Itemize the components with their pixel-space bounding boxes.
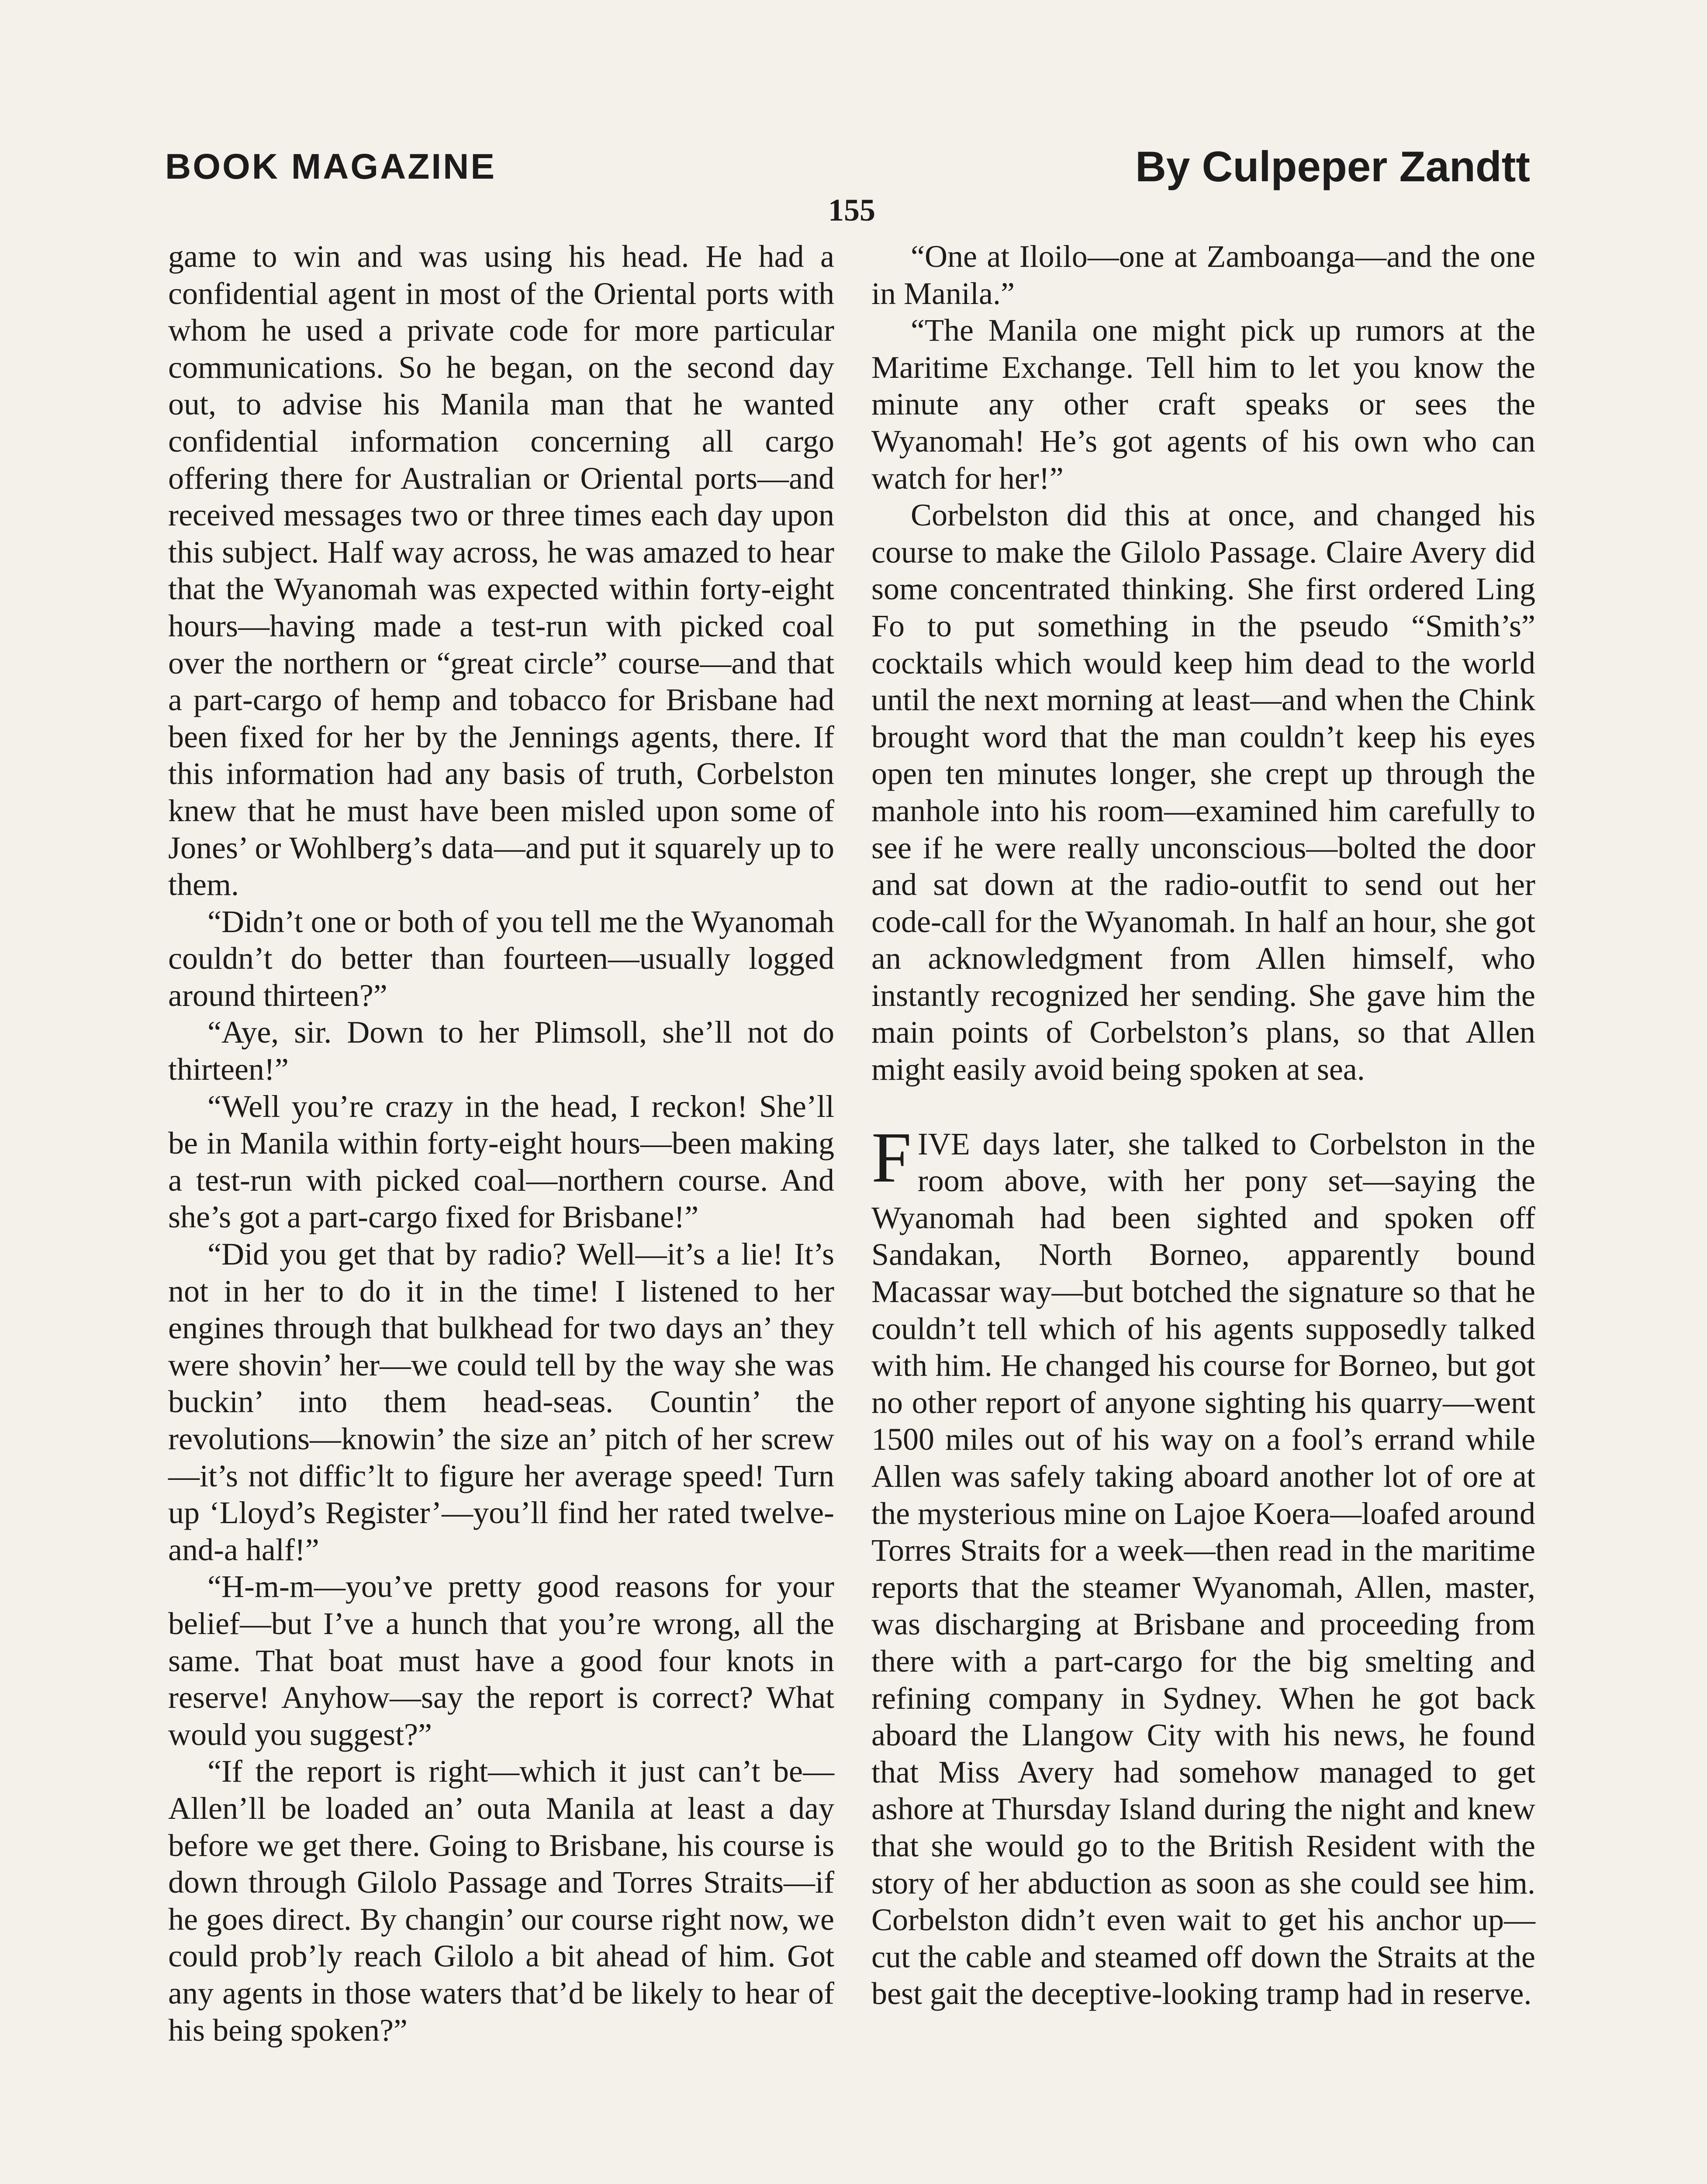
paragraph: “Did you get that by radio? Well—it’s a lie! It’s not in her to do it in the time! I listened to her engines through that bulkhead for two days an’ they were shovin’ her—we could tell by the way she was buckin’ into them head-seas. Countin’ the revolutions—knowin’ the size an’ pitch of her screw—it’s not diffic’lt to figure her average speed! Turn up ‘Lloyd’s Register’—you’ll find her rated twelve-and-a half!”	[168, 1237, 834, 1567]
paragraph: game to win and was using his head. He had a confidential agent in most of the Oriental ports with whom he used a private code for more particular communications. So he began, on the second day out, to advise his Manila man that he wanted confidential information concerning all cargo offering there for Australian or Oriental ports—and received messages two or three times each day upon this subject. Half way across, he was amazed to hear that the Wyanomah was expected within forty-eight hours—having made a test-run with picked coal over the northern or “great circle” course—and that a part-cargo of hemp and tobacco for Brisbane had been fixed for her by the Jennings agents, there. If this information had any basis of truth, Corbelston knew that he must have been misled upon some of Jones’ or Wohlberg’s data—and put it squarely up to them.	[168, 239, 834, 902]
page-number: 155	[828, 193, 875, 228]
paragraph: Corbelston did this at once, and changed his course to make the Gilolo Passage. Claire Avery did some concentrated thinking. She first ordered Ling Fo to put something in the pseudo “Smith’s” cocktails which would keep him dead to the world until the next morning at least—and when the Chink brought word that the man couldn’t keep his eyes open ten minutes longer, she crept up through the manhole into his room—examined him carefully to see if he were really unconscious—bolted the door and sat down at the radio-outfit to send out her code-call for the Wyanomah. In half an hour, she got an acknowledgment from Allen himself, who instantly recognized her sending. She gave him the main points of Corbelston’s plans, so that Allen might easily avoid being spoken at sea.	[871, 498, 1535, 1087]
running-header-right: By Culpeper Zandtt	[1135, 142, 1530, 190]
paragraph: “Well you’re crazy in the head, I reckon! She’ll be in Manila within forty-eight hours—been making a test-run with picked coal—northern course. And she’s got a part-cargo fixed for Brisbane!”	[168, 1089, 834, 1235]
paragraph: “One at Iloilo—one at Zamboanga—and the one in Manila.”	[871, 239, 1535, 311]
paragraph: “Didn’t one or both of you tell me the Wyanomah couldn’t do better than fourteen—usually logged around thirteen?”	[168, 904, 834, 1013]
paragraph: “If the report is right—which it just can’t be—Allen’ll be loaded an’ outa Manila at least a day before we get there. Going to Brisbane, his course is down through Gilolo Passage and Torres Straits—if he goes direct. By changin’ our course right now, we could prob’ly reach Gilolo a bit ahead of him. Got any agents in those waters that’d be likely to hear of his being spoken?”	[168, 1754, 834, 2048]
right-column	[871, 238, 1535, 2012]
left-column	[168, 238, 834, 2049]
running-header-left: BOOK MAGAZINE	[165, 147, 497, 187]
section-paragraph	[871, 1117, 1535, 2012]
paragraph: “The Manila one might pick up rumors at the Maritime Exchange. Tell him to let you know the minute any other craft speaks or sees the Wyanomah! He’s got agents of his own who can watch for her!”	[871, 313, 1535, 496]
paragraph: “H-m-m—you’ve pretty good reasons for your belief—but I’ve a hunch that you’re wrong, all the same. That boat must have a good four knots in reserve! Anyhow—say the report is correct? What would you suggest?”	[168, 1569, 834, 1752]
paragraph: “Aye, sir. Down to her Plimsoll, she’ll not do thirteen!”	[168, 1015, 834, 1087]
drop-cap: F	[871, 1117, 912, 1197]
section-text: IVE days later, she talked to Corbelston in the room above, with her pony set—saying the Wyanomah had been sighted and spoken off Sandakan, North Borneo, apparently bound Macassar way—but botched the signature so that he couldn’t tell which of his agents supposedly talked with him. He changed his course for Borneo, but got no other report of anyone sighting his quarry—went 1500 miles out of his way on a fool’s errand while Allen was safely taking aboard another lot of ore at the mysterious mine on Lajoe Koera—loafed around Torres Straits for a week—then read in the maritime reports that the steamer Wyanomah, Allen, master, was discharging at Brisbane and proceeding from there with a part-cargo for the big smelting and refining company in Sydney. When he got back aboard the Llangow City with his news, he found that Miss Avery had somehow managed to get ashore at Thursday Island during the night and knew that she would go to the British Resident with the story of her abduction as soon as she could see him. Corbelston didn’t even wait to get his anchor up—cut the cable and steamed off down the Straits at the best gait the deceptive-looking tramp had in reserve.	[871, 1126, 1535, 2011]
